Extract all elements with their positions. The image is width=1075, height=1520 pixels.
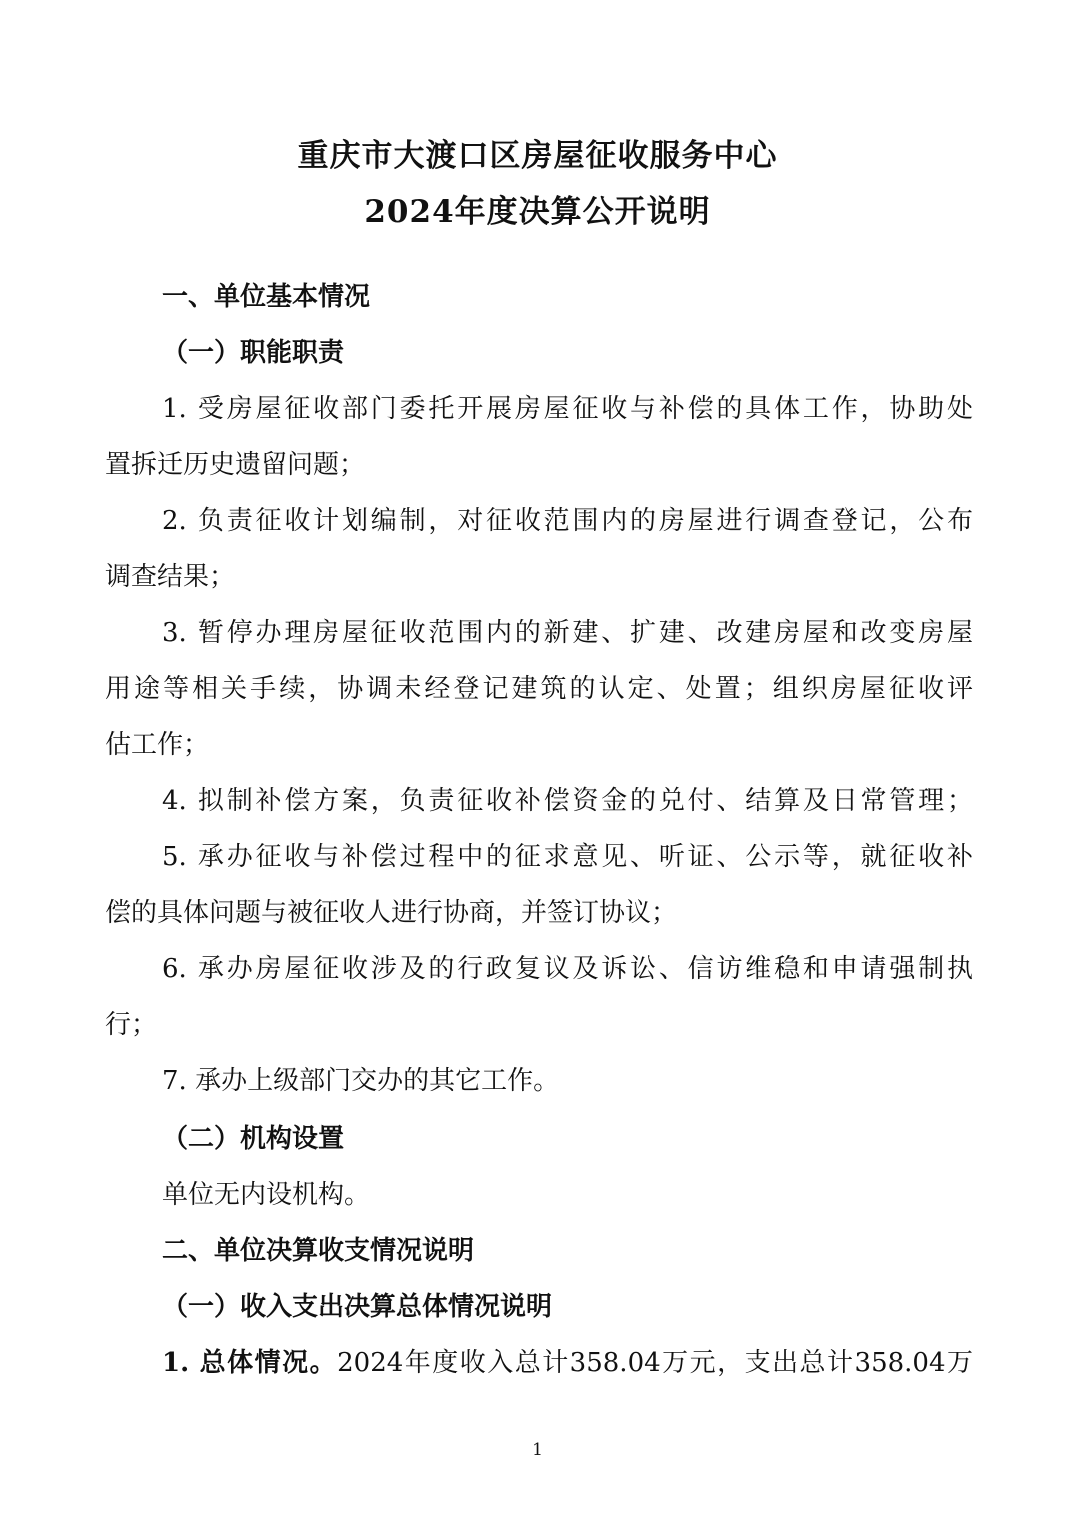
duty-item3-line2: 用途等相关手续，协调未经登记建筑的认定、处置；组织房屋征收评 [105, 674, 973, 704]
institution-body: 单位无内设机构。 [162, 1180, 371, 1210]
duty-item5-line1: 5. 承办征收与补偿过程中的征求意见、听证、公示等，就征收补 [162, 842, 973, 872]
section1-sub2-heading: （二）机构设置 [162, 1124, 345, 1154]
section1-heading: 一、单位基本情况 [162, 282, 371, 312]
duty-item3-line1: 3. 暂停办理房屋征收范围内的新建、扩建、改建房屋和改变房屋 [162, 618, 973, 648]
duty-item7-line1: 7. 承办上级部门交办的其它工作。 [162, 1066, 560, 1096]
section2-heading: 二、单位决算收支情况说明 [162, 1236, 475, 1266]
duty-item2-line1: 2. 负责征收计划编制，对征收范围内的房屋进行调查登记，公布 [162, 506, 973, 536]
duty-item5-line2: 偿的具体问题与被征收人进行协商，并签订协议； [105, 898, 678, 928]
duty-item1-line2: 置拆迁历史遗留问题； [105, 450, 366, 480]
duty-item3-line3: 估工作； [105, 730, 210, 760]
section1-sub1-heading: （一）职能职责 [162, 338, 345, 368]
section2-sub1-heading: （一）收入支出决算总体情况说明 [162, 1292, 553, 1322]
page-number: 1 [532, 1440, 543, 1460]
overall-lead: 1. 总体情况。 [162, 1348, 338, 1378]
duty-item1-line1: 1. 受房屋征收部门委托开展房屋征收与补偿的具体工作，协助处 [162, 394, 973, 424]
duty-item2-line2: 调查结果； [105, 562, 236, 592]
overall-text: 2024年度收入总计358.04万元，支出总计358.04万 [337, 1348, 973, 1378]
duty-item6-line1: 6. 承办房屋征收涉及的行政复议及诉讼、信访维稳和申请强制执 [162, 954, 973, 984]
document-title-line2: 2024年度决算公开说明 [364, 194, 711, 230]
document-title-line1: 重庆市大渡口区房屋征收服务中心 [297, 138, 778, 174]
overall-paragraph [162, 1345, 973, 1381]
duty-item6-line2: 行； [105, 1010, 158, 1040]
duty-item4-line1: 4. 拟制补偿方案，负责征收补偿资金的兑付、结算及日常管理； [162, 786, 973, 816]
